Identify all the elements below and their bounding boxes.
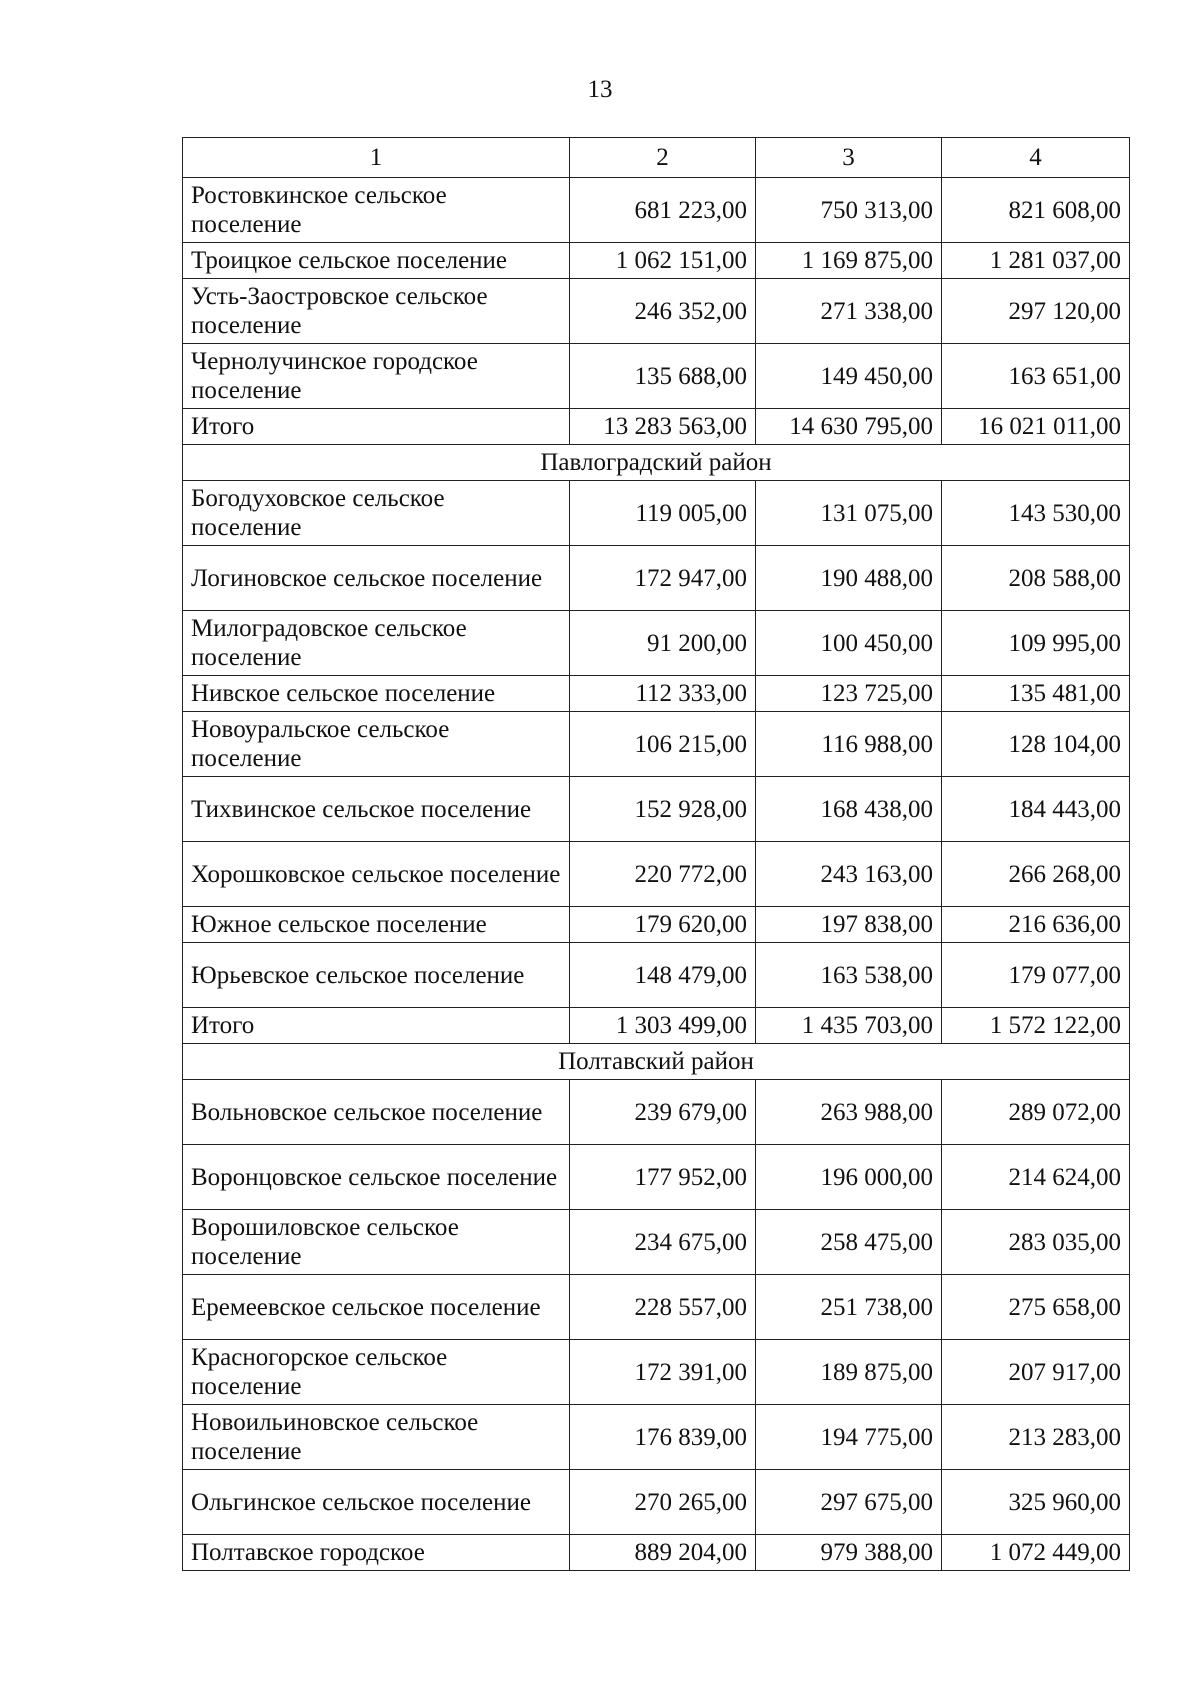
settlement-name: Юрьевское сельское поселение [183, 943, 570, 1008]
value-col-4: 214 624,00 [942, 1145, 1130, 1210]
value-col-3: 14 630 795,00 [756, 409, 942, 445]
value-col-2: 177 952,00 [570, 1145, 756, 1210]
settlement-name: Богодуховское сельское поселение [183, 481, 570, 546]
value-col-4: 163 651,00 [942, 344, 1130, 409]
column-header: 2 [570, 138, 756, 178]
settlement-name: Усть-Заостровское сельское поселение [183, 279, 570, 344]
settlement-name: Ростовкинское сельское поселение [183, 178, 570, 243]
settlement-name: Красногорское сельское поселение [183, 1340, 570, 1405]
value-col-2: 270 265,00 [570, 1470, 756, 1535]
value-col-3: 131 075,00 [756, 481, 942, 546]
value-col-3: 197 838,00 [756, 907, 942, 943]
header-row [183, 138, 1130, 178]
table-body [183, 178, 1130, 1571]
settlement-name: Хорошковское сельское поселение [183, 842, 570, 907]
settlement-name: Чернолучинское городское поселение [183, 344, 570, 409]
value-col-2: 106 215,00 [570, 712, 756, 777]
value-col-4: 216 636,00 [942, 907, 1130, 943]
value-col-4: 289 072,00 [942, 1080, 1130, 1145]
value-col-4: 16 021 011,00 [942, 409, 1130, 445]
settlement-name: Полтавское городское [183, 1535, 570, 1571]
table-row [183, 279, 1130, 344]
column-header: 1 [183, 138, 570, 178]
table-row [183, 1470, 1130, 1535]
section-row [183, 445, 1130, 481]
value-col-2: 234 675,00 [570, 1210, 756, 1275]
value-col-4: 297 120,00 [942, 279, 1130, 344]
value-col-4: 1 572 122,00 [942, 1008, 1130, 1044]
value-col-3: 271 338,00 [756, 279, 942, 344]
settlement-name: Нивское сельское поселение [183, 676, 570, 712]
value-col-3: 297 675,00 [756, 1470, 942, 1535]
settlement-name: Еремеевское сельское поселение [183, 1275, 570, 1340]
table-row [183, 907, 1130, 943]
settlement-name: Новоильиновское сельское поселение [183, 1405, 570, 1470]
value-col-4: 143 530,00 [942, 481, 1130, 546]
value-col-4: 184 443,00 [942, 777, 1130, 842]
total-row [183, 1008, 1130, 1044]
value-col-3: 189 875,00 [756, 1340, 942, 1405]
table-row [183, 943, 1130, 1008]
value-col-2: 152 928,00 [570, 777, 756, 842]
table-row [183, 1340, 1130, 1405]
settlement-name: Итого [183, 1008, 570, 1044]
value-col-3: 750 313,00 [756, 178, 942, 243]
table-row [183, 1405, 1130, 1470]
value-col-3: 196 000,00 [756, 1145, 942, 1210]
table-row [183, 712, 1130, 777]
value-col-2: 135 688,00 [570, 344, 756, 409]
value-col-2: 172 947,00 [570, 546, 756, 611]
value-col-3: 979 388,00 [756, 1535, 942, 1571]
column-header: 3 [756, 138, 942, 178]
value-col-3: 123 725,00 [756, 676, 942, 712]
settlement-name: Ольгинское сельское поселение [183, 1470, 570, 1535]
settlement-name: Ворошиловское сельское поселение [183, 1210, 570, 1275]
settlement-name: Логиновское сельское поселение [183, 546, 570, 611]
value-col-3: 190 488,00 [756, 546, 942, 611]
value-col-4: 208 588,00 [942, 546, 1130, 611]
value-col-2: 1 062 151,00 [570, 243, 756, 279]
value-col-3: 194 775,00 [756, 1405, 942, 1470]
value-col-4: 135 481,00 [942, 676, 1130, 712]
settlement-name: Итого [183, 409, 570, 445]
table-row [183, 777, 1130, 842]
value-col-4: 128 104,00 [942, 712, 1130, 777]
value-col-4: 109 995,00 [942, 611, 1130, 676]
value-col-2: 889 204,00 [570, 1535, 756, 1571]
value-col-3: 1 169 875,00 [756, 243, 942, 279]
table-row [183, 1080, 1130, 1145]
total-row [183, 409, 1130, 445]
table-row [183, 1275, 1130, 1340]
value-col-3: 163 538,00 [756, 943, 942, 1008]
section-title: Павлоградский район [183, 445, 1130, 481]
value-col-2: 246 352,00 [570, 279, 756, 344]
settlement-name: Воронцовское сельское поселение [183, 1145, 570, 1210]
table-row [183, 611, 1130, 676]
table-row [183, 481, 1130, 546]
value-col-2: 1 303 499,00 [570, 1008, 756, 1044]
value-col-3: 258 475,00 [756, 1210, 942, 1275]
table-row [183, 243, 1130, 279]
value-col-4: 283 035,00 [942, 1210, 1130, 1275]
value-col-3: 116 988,00 [756, 712, 942, 777]
table-row [183, 344, 1130, 409]
table-row [183, 546, 1130, 611]
settlement-name: Троицкое сельское поселение [183, 243, 570, 279]
value-col-2: 681 223,00 [570, 178, 756, 243]
value-col-3: 168 438,00 [756, 777, 942, 842]
value-col-4: 207 917,00 [942, 1340, 1130, 1405]
settlement-name: Тихвинское сельское поселение [183, 777, 570, 842]
value-col-3: 149 450,00 [756, 344, 942, 409]
table-row [183, 676, 1130, 712]
value-col-2: 148 479,00 [570, 943, 756, 1008]
value-col-2: 112 333,00 [570, 676, 756, 712]
value-col-3: 100 450,00 [756, 611, 942, 676]
value-col-4: 1 072 449,00 [942, 1535, 1130, 1571]
value-col-3: 243 163,00 [756, 842, 942, 907]
settlement-name: Южное сельское поселение [183, 907, 570, 943]
table-row [183, 1145, 1130, 1210]
value-col-2: 228 557,00 [570, 1275, 756, 1340]
settlement-name: Вольновское сельское поселение [183, 1080, 570, 1145]
table-row [183, 178, 1130, 243]
value-col-2: 172 391,00 [570, 1340, 756, 1405]
table-row [183, 842, 1130, 907]
settlement-name: Милоградовское сельское поселение [183, 611, 570, 676]
value-col-4: 275 658,00 [942, 1275, 1130, 1340]
section-title: Полтавский район [183, 1044, 1130, 1080]
section-row [183, 1044, 1130, 1080]
value-col-2: 239 679,00 [570, 1080, 756, 1145]
value-col-4: 325 960,00 [942, 1470, 1130, 1535]
settlement-name: Новоуральское сельское поселение [183, 712, 570, 777]
value-col-2: 119 005,00 [570, 481, 756, 546]
value-col-2: 179 620,00 [570, 907, 756, 943]
value-col-3: 1 435 703,00 [756, 1008, 942, 1044]
value-col-4: 179 077,00 [942, 943, 1130, 1008]
value-col-2: 91 200,00 [570, 611, 756, 676]
value-col-2: 176 839,00 [570, 1405, 756, 1470]
value-col-2: 220 772,00 [570, 842, 756, 907]
value-col-4: 213 283,00 [942, 1405, 1130, 1470]
value-col-2: 13 283 563,00 [570, 409, 756, 445]
data-table [182, 137, 1130, 1571]
value-col-3: 263 988,00 [756, 1080, 942, 1145]
page-number: 13 [587, 76, 613, 103]
value-col-4: 266 268,00 [942, 842, 1130, 907]
value-col-4: 1 281 037,00 [942, 243, 1130, 279]
table-row [183, 1535, 1130, 1571]
value-col-4: 821 608,00 [942, 178, 1130, 243]
column-header: 4 [942, 138, 1130, 178]
value-col-3: 251 738,00 [756, 1275, 942, 1340]
table-row [183, 1210, 1130, 1275]
